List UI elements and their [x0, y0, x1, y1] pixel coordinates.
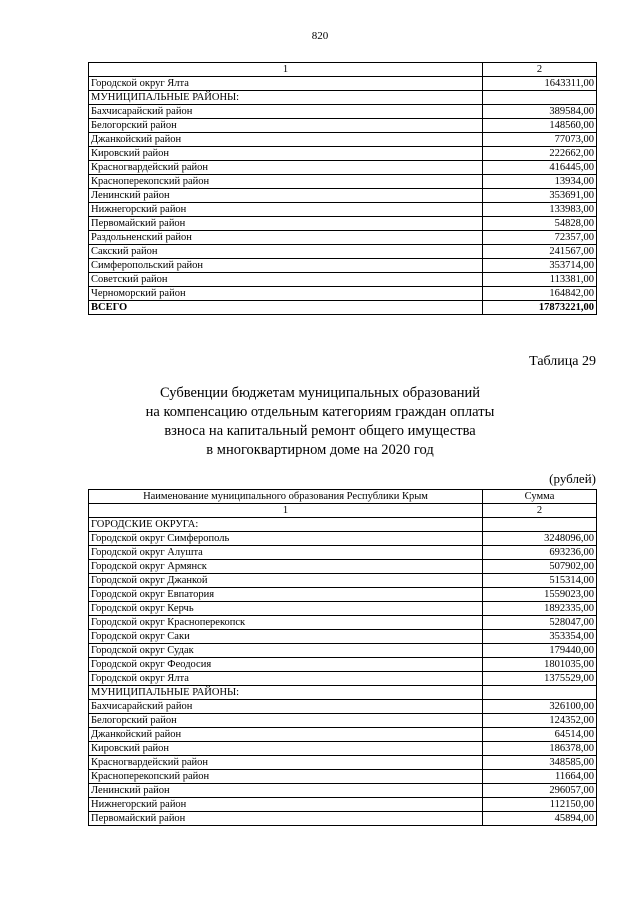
table-label: Таблица 29 [529, 354, 596, 369]
table-row [89, 217, 597, 231]
table-row [89, 798, 597, 812]
column-number-row [89, 504, 597, 518]
bottom-table [88, 489, 597, 826]
region-name: Городской округ Ялта [89, 672, 483, 686]
amount-value: 389584,00 [483, 105, 597, 119]
title-line-4: в многоквартирном доме на 2020 год [206, 442, 434, 458]
region-name: Джанкойский район [89, 728, 483, 742]
table-row [89, 105, 597, 119]
region-name: Кировский район [89, 742, 483, 756]
amount-value: 507902,00 [483, 560, 597, 574]
amount-value: 693236,00 [483, 546, 597, 560]
table-row [89, 602, 597, 616]
region-name: Городской округ Керчь [89, 602, 483, 616]
table-row [89, 560, 597, 574]
amount-value: 515314,00 [483, 574, 597, 588]
amount-value: 124352,00 [483, 714, 597, 728]
header-sum: Сумма [483, 490, 597, 504]
total-value: 17873221,00 [483, 301, 597, 315]
amount-value: 348585,00 [483, 756, 597, 770]
title-line-1: Субвенции бюджетам муниципальных образований [159, 385, 481, 401]
amount-value: 528047,00 [483, 616, 597, 630]
amount-value: 1375529,00 [483, 672, 597, 686]
region-name: Городской округ Алушта [89, 546, 483, 560]
table-row [89, 147, 597, 161]
total-label: ВСЕГО [89, 301, 483, 315]
amount-value: 186378,00 [483, 742, 597, 756]
region-name: Нижнегорский район [89, 203, 483, 217]
total-row [89, 301, 597, 315]
region-name: Городской округ Армянск [89, 560, 483, 574]
region-name: Сакский район [89, 245, 483, 259]
region-name: Городской округ Евпатория [89, 588, 483, 602]
amount-value: 72357,00 [483, 231, 597, 245]
region-name: Бахчисарайский район [89, 105, 483, 119]
table-row [89, 532, 597, 546]
amount-value: 179440,00 [483, 644, 597, 658]
region-name: Городской округ Феодосия [89, 658, 483, 672]
amount-value: 164842,00 [483, 287, 597, 301]
region-name: Городской округ Симферополь [89, 532, 483, 546]
amount-value: 241567,00 [483, 245, 597, 259]
region-name: Кировский район [89, 147, 483, 161]
region-name: Раздольненский район [89, 231, 483, 245]
column-number-1: 1 [89, 504, 483, 518]
amount-value: 45894,00 [483, 812, 597, 826]
region-name: ГОРОДСКИЕ ОКРУГА: [89, 518, 483, 532]
page-number: 820 [311, 30, 329, 42]
amount-value: 77073,00 [483, 133, 597, 147]
region-name: Городской округ Судак [89, 644, 483, 658]
amount-value: 1892335,00 [483, 602, 597, 616]
amount-value: 353691,00 [483, 189, 597, 203]
region-name: Красноперекопский район [89, 175, 483, 189]
table-row [89, 574, 597, 588]
table-row [89, 686, 597, 700]
table-row [89, 546, 597, 560]
amount-value: 296057,00 [483, 784, 597, 798]
table-row [89, 231, 597, 245]
table-row [89, 91, 597, 105]
region-name: Белогорский район [89, 714, 483, 728]
amount-value: 64514,00 [483, 728, 597, 742]
region-name: Первомайский район [89, 812, 483, 826]
amount-value: 222662,00 [483, 147, 597, 161]
amount-value: 1559023,00 [483, 588, 597, 602]
region-name: Черноморский район [89, 287, 483, 301]
table-row [89, 658, 597, 672]
region-name: Городской округ Джанкой [89, 574, 483, 588]
units-label: (рублей) [549, 471, 596, 486]
table-row [89, 756, 597, 770]
region-name: Нижнегорский район [89, 798, 483, 812]
column-number-row [89, 63, 597, 77]
amount-value [483, 518, 597, 532]
amount-value: 1801035,00 [483, 658, 597, 672]
title-line-3: взноса на капитальный ремонт общего имущества [164, 423, 476, 439]
header-row [89, 490, 597, 504]
table-row [89, 175, 597, 189]
region-name: Городской округ Ялта [89, 77, 483, 91]
amount-value: 326100,00 [483, 700, 597, 714]
amount-value [483, 91, 597, 105]
amount-value: 133983,00 [483, 203, 597, 217]
top-table [88, 62, 597, 315]
table-row [89, 203, 597, 217]
table-row [89, 133, 597, 147]
table-row [89, 77, 597, 91]
table-row [89, 189, 597, 203]
column-number-1: 1 [89, 63, 483, 77]
table-row [89, 273, 597, 287]
header-name: Наименование муниципального образования Республики Крым [89, 490, 483, 504]
region-name: Красноперекопский район [89, 770, 483, 784]
region-name: Первомайский район [89, 217, 483, 231]
amount-value: 353354,00 [483, 630, 597, 644]
table-row [89, 700, 597, 714]
amount-value: 1643311,00 [483, 77, 597, 91]
amount-value: 3248096,00 [483, 532, 597, 546]
table-row [89, 784, 597, 798]
amount-value: 416445,00 [483, 161, 597, 175]
region-name: Ленинский район [89, 189, 483, 203]
table-row [89, 588, 597, 602]
amount-value: 11664,00 [483, 770, 597, 784]
table-row [89, 259, 597, 273]
table-row [89, 630, 597, 644]
table-row [89, 287, 597, 301]
table-row [89, 245, 597, 259]
table-row [89, 742, 597, 756]
region-name: МУНИЦИПАЛЬНЫЕ РАЙОНЫ: [89, 686, 483, 700]
column-number-2: 2 [483, 504, 597, 518]
region-name: Джанкойский район [89, 133, 483, 147]
region-name: Городской округ Саки [89, 630, 483, 644]
bottom-table-body [89, 518, 597, 826]
table-row [89, 770, 597, 784]
amount-value: 113381,00 [483, 273, 597, 287]
amount-value: 112150,00 [483, 798, 597, 812]
amount-value: 353714,00 [483, 259, 597, 273]
region-name: Городской округ Красноперекопск [89, 616, 483, 630]
region-name: Красногвардейский район [89, 161, 483, 175]
region-name: Ленинский район [89, 784, 483, 798]
region-name: Симферопольский район [89, 259, 483, 273]
amount-value: 54828,00 [483, 217, 597, 231]
region-name: Советский район [89, 273, 483, 287]
region-name: Красногвардейский район [89, 756, 483, 770]
top-table-body [89, 77, 597, 301]
table-row [89, 644, 597, 658]
table-title [0, 384, 640, 460]
table-row [89, 714, 597, 728]
amount-value: 148560,00 [483, 119, 597, 133]
table-row [89, 616, 597, 630]
amount-value: 13934,00 [483, 175, 597, 189]
title-line-2: на компенсацию отдельным категориям граждан оплаты [145, 404, 495, 420]
region-name: Бахчисарайский район [89, 700, 483, 714]
region-name: Белогорский район [89, 119, 483, 133]
table-row [89, 672, 597, 686]
table-row [89, 728, 597, 742]
column-number-2: 2 [483, 63, 597, 77]
region-name: МУНИЦИПАЛЬНЫЕ РАЙОНЫ: [89, 91, 483, 105]
table-row [89, 119, 597, 133]
table-row [89, 161, 597, 175]
table-row [89, 518, 597, 532]
table-row [89, 812, 597, 826]
amount-value [483, 686, 597, 700]
